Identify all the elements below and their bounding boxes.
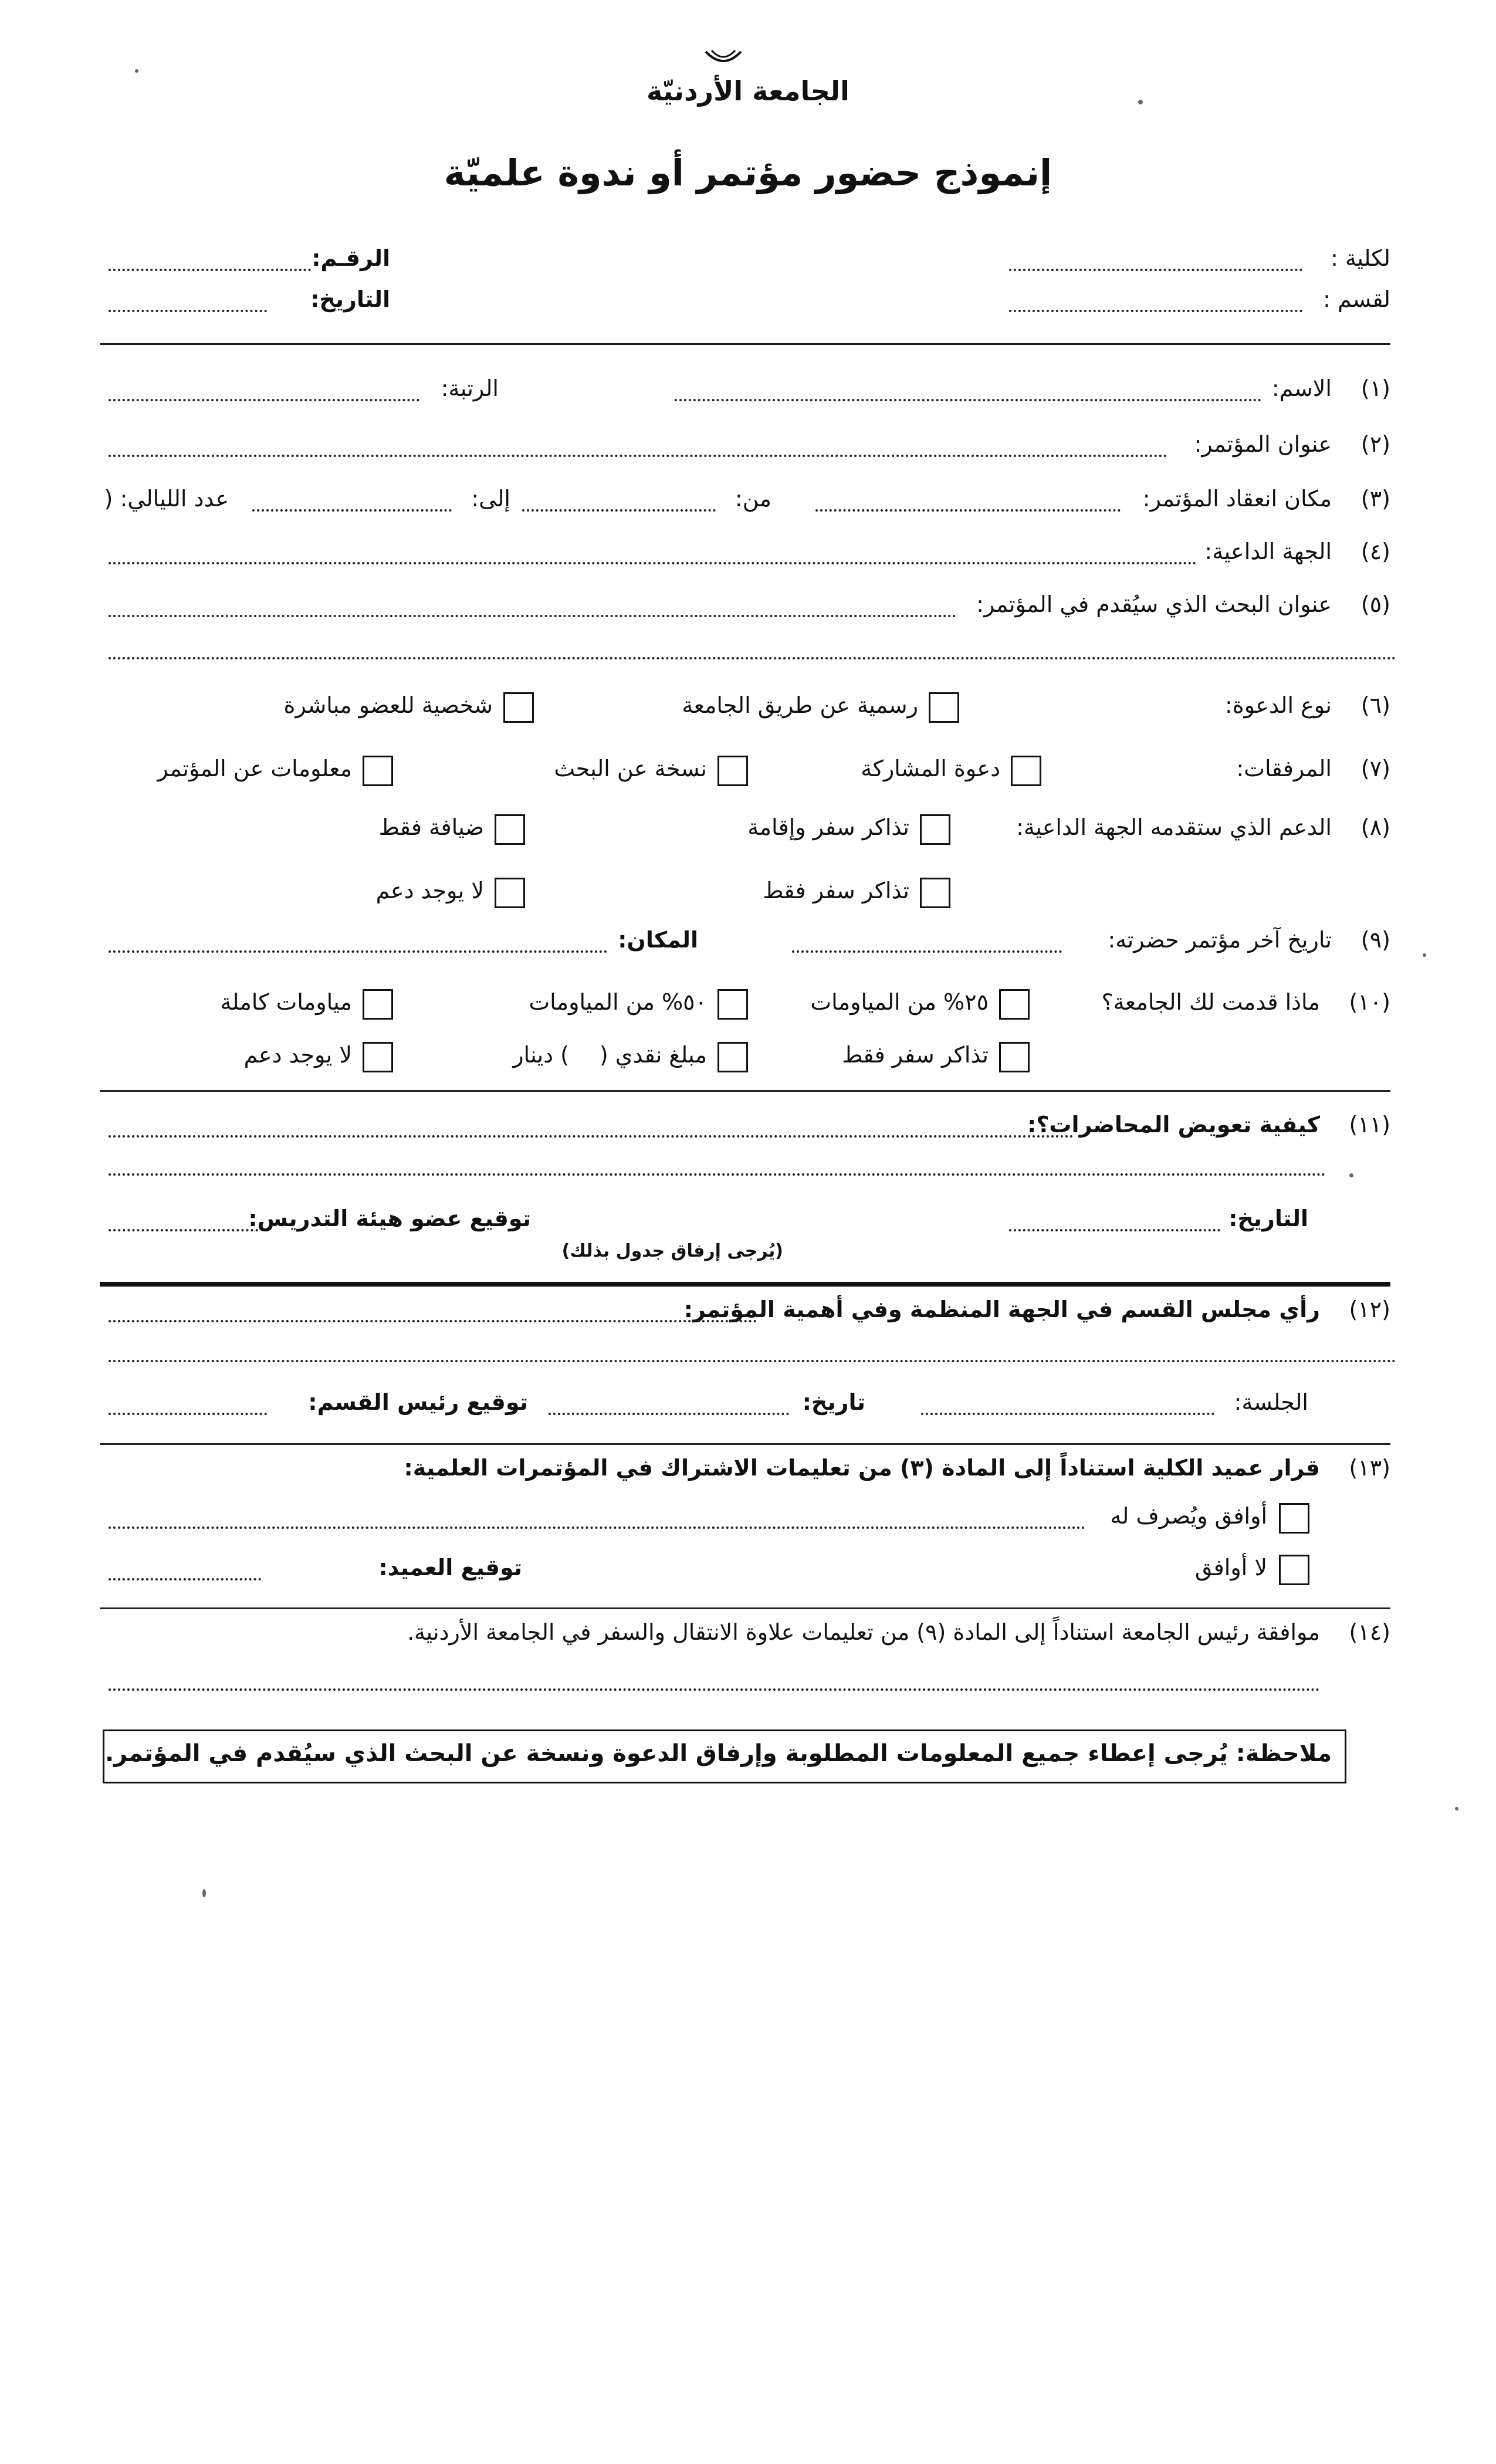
conference-title-field[interactable]	[109, 455, 1167, 457]
place-label: المكان:	[618, 927, 698, 953]
department-label: لقسم :	[1323, 286, 1390, 312]
university-logo-icon	[703, 47, 744, 70]
divider	[100, 1607, 1390, 1609]
full-per-diem-checkbox[interactable]	[363, 989, 393, 1020]
cash-amount-checkbox[interactable]	[717, 1042, 748, 1072]
item-number: (١٣)	[1349, 1455, 1390, 1481]
council-date-label: تاريخ:	[802, 1389, 865, 1415]
session-label: الجلسة:	[1234, 1389, 1308, 1415]
university-name: الجامعة الأردنيّة	[647, 75, 849, 107]
head-signature-field[interactable]	[109, 1413, 267, 1415]
reject-checkbox[interactable]	[1279, 1555, 1309, 1585]
department-council-field[interactable]	[109, 1320, 757, 1322]
research-copy-label: نسخة عن البحث	[554, 756, 707, 781]
travel-only-checkbox[interactable]	[920, 878, 950, 908]
item-number: (٣)	[1360, 486, 1390, 512]
research-copy-checkbox[interactable]	[717, 756, 748, 786]
no-support-label: لا يوجد دعم	[375, 878, 484, 903]
date-field[interactable]	[109, 310, 267, 312]
name-label: الاسم:	[1271, 375, 1332, 401]
number-field[interactable]	[109, 269, 311, 271]
lecture-compensation-field[interactable]	[109, 1135, 1074, 1138]
per-diem-25-checkbox[interactable]	[999, 989, 1030, 1020]
per-diem-50-label: ٥٠% من المياومات	[529, 989, 707, 1015]
faculty-signature-label: توقيع عضو هيئة التدريس:	[248, 1206, 531, 1231]
research-title-field-line2[interactable]	[109, 657, 1396, 659]
personal-invitation-label: شخصية للعضو مباشرة	[283, 692, 493, 718]
no-support-checkbox[interactable]	[495, 878, 525, 908]
number-label: الرقـم:	[312, 245, 390, 271]
department-field[interactable]	[1009, 310, 1302, 312]
to-label: إلى:	[471, 486, 510, 512]
to-field[interactable]	[252, 509, 452, 512]
scan-speck	[1455, 1807, 1458, 1810]
dean-signature-label: توقيع العميد:	[378, 1555, 522, 1580]
venue-field[interactable]	[815, 509, 1121, 512]
from-field[interactable]	[522, 509, 716, 512]
divider	[100, 343, 1390, 345]
place-field[interactable]	[109, 950, 607, 953]
divider	[100, 1090, 1390, 1092]
item-number: (٨)	[1360, 814, 1390, 840]
item-number: (١)	[1360, 375, 1390, 401]
item-number: (٩)	[1360, 927, 1390, 953]
item-number: (١١)	[1349, 1112, 1390, 1138]
scan-speck	[1349, 1173, 1353, 1177]
scan-speck	[202, 1889, 206, 1897]
per-diem-25-label: ٢٥% من المياومات	[810, 989, 989, 1015]
department-council-field-line2[interactable]	[109, 1360, 1396, 1362]
nights-label: عدد الليالي: (	[104, 486, 229, 512]
form-title: إنموذج حضور مؤتمر أو ندوة علميّة	[444, 151, 1052, 194]
item-number: (٥)	[1360, 591, 1390, 617]
college-label: لكلية :	[1331, 245, 1390, 271]
cash-amount-label: مبلغ نقدي (	[599, 1042, 707, 1068]
faculty-date-label: التاريخ:	[1228, 1206, 1308, 1231]
official-invitation-checkbox[interactable]	[929, 692, 959, 723]
schedule-note: (يُرجى إرفاق جدول بذلك)	[561, 1241, 783, 1261]
official-invitation-label: رسمية عن طريق الجامعة	[682, 692, 918, 718]
scan-speck	[1423, 953, 1426, 957]
item-number: (١٢)	[1349, 1297, 1390, 1322]
attachments-label: المرفقات:	[1236, 756, 1332, 781]
travel-accommodation-checkbox[interactable]	[920, 814, 950, 845]
hospitality-only-checkbox[interactable]	[495, 814, 525, 845]
travel-accommodation-label: تذاكر سفر وإقامة	[747, 814, 909, 840]
item-number: (٢)	[1360, 431, 1390, 457]
session-field[interactable]	[921, 1413, 1214, 1415]
item-number: (٤)	[1360, 539, 1390, 564]
dean-signature-field[interactable]	[109, 1578, 261, 1580]
travel-only-label: تذاكر سفر فقط	[763, 878, 909, 903]
department-council-label: رأي مجلس القسم في الجهة المنظمة وفي أهمية المؤتمر:	[683, 1297, 1320, 1322]
item-number: (٦)	[1360, 692, 1390, 718]
date-label: التاريخ:	[310, 286, 390, 312]
college-field[interactable]	[1009, 269, 1302, 271]
president-approval-label: موافقة رئيس الجامعة استناداً إلى المادة (٩) من تعليمات علاوة الانتقال والسفر في الجامعة الأردنية.	[407, 1619, 1320, 1645]
approve-field[interactable]	[109, 1527, 1085, 1529]
research-title-label: عنوان البحث الذي سيُقدم في المؤتمر:	[976, 591, 1332, 617]
participation-invitation-label: دعوة المشاركة	[861, 756, 1000, 781]
approve-label: أوافق ويُصرف له	[1110, 1503, 1267, 1529]
council-date-field[interactable]	[549, 1413, 789, 1415]
divider	[100, 1443, 1390, 1445]
scan-speck	[135, 69, 138, 73]
dean-decision-label: قرار عميد الكلية استناداً إلى المادة (٣) من تعليمات الاشتراك في المؤتمرات العلمية:	[404, 1455, 1320, 1481]
venue-label: مكان انعقاد المؤتمر:	[1142, 486, 1332, 512]
note-text: ملاحظة: يُرجى إعطاء جميع المعلومات المطلوبة وإرفاق الدعوة ونسخة عن البحث الذي سيُقدم في المؤتمر.	[104, 1740, 1332, 1767]
dinar-label: ) دينار	[513, 1042, 569, 1068]
president-approval-field[interactable]	[109, 1688, 1320, 1691]
inviting-party-label: الجهة الداعية:	[1204, 539, 1332, 564]
from-label: من:	[735, 486, 771, 512]
university-support-label: ماذا قدمت لك الجامعة؟	[1101, 989, 1320, 1015]
tickets-only-checkbox[interactable]	[999, 1042, 1030, 1072]
item-number: (٧)	[1360, 756, 1390, 781]
item-number: (١٠)	[1349, 989, 1390, 1015]
inviting-party-field[interactable]	[109, 562, 1197, 564]
support-label: الدعم الذي ستقدمه الجهة الداعية:	[1016, 814, 1332, 840]
rank-field[interactable]	[109, 399, 419, 401]
last-conference-field[interactable]	[792, 950, 1062, 953]
reject-label: لا أوافق	[1194, 1555, 1267, 1580]
personal-invitation-checkbox[interactable]	[503, 692, 534, 723]
thick-divider	[100, 1282, 1390, 1287]
participation-invitation-checkbox[interactable]	[1011, 756, 1041, 786]
head-signature-label: توقيع رئيس القسم:	[308, 1389, 528, 1415]
approve-checkbox[interactable]	[1279, 1503, 1309, 1534]
lecture-compensation-field-line2[interactable]	[109, 1173, 1326, 1176]
item-number: (١٤)	[1349, 1619, 1390, 1645]
faculty-signature-field[interactable]	[109, 1229, 258, 1231]
hospitality-only-label: ضيافة فقط	[378, 814, 484, 840]
conference-info-checkbox[interactable]	[363, 756, 393, 786]
conference-info-label: معلومات عن المؤتمر	[157, 756, 352, 781]
full-per-diem-label: مياومات كاملة	[220, 989, 352, 1015]
rank-label: الرتبة:	[441, 375, 499, 401]
invitation-type-label: نوع الدعوة:	[1224, 692, 1332, 718]
name-field[interactable]	[675, 399, 1261, 401]
faculty-date-field[interactable]	[1009, 1229, 1220, 1231]
no-support-2-label: لا يوجد دعم	[243, 1042, 352, 1068]
last-conference-label: تاريخ آخر مؤتمر حضرته:	[1108, 927, 1332, 953]
research-title-field[interactable]	[109, 615, 956, 617]
scan-speck	[1138, 100, 1143, 104]
conference-title-label: عنوان المؤتمر:	[1194, 431, 1332, 457]
lecture-compensation-label: كيفية تعويض المحاضرات؟:	[1027, 1112, 1320, 1138]
tickets-only-label: تذاكر سفر فقط	[842, 1042, 989, 1068]
no-support-2-checkbox[interactable]	[363, 1042, 393, 1072]
per-diem-50-checkbox[interactable]	[717, 989, 748, 1020]
